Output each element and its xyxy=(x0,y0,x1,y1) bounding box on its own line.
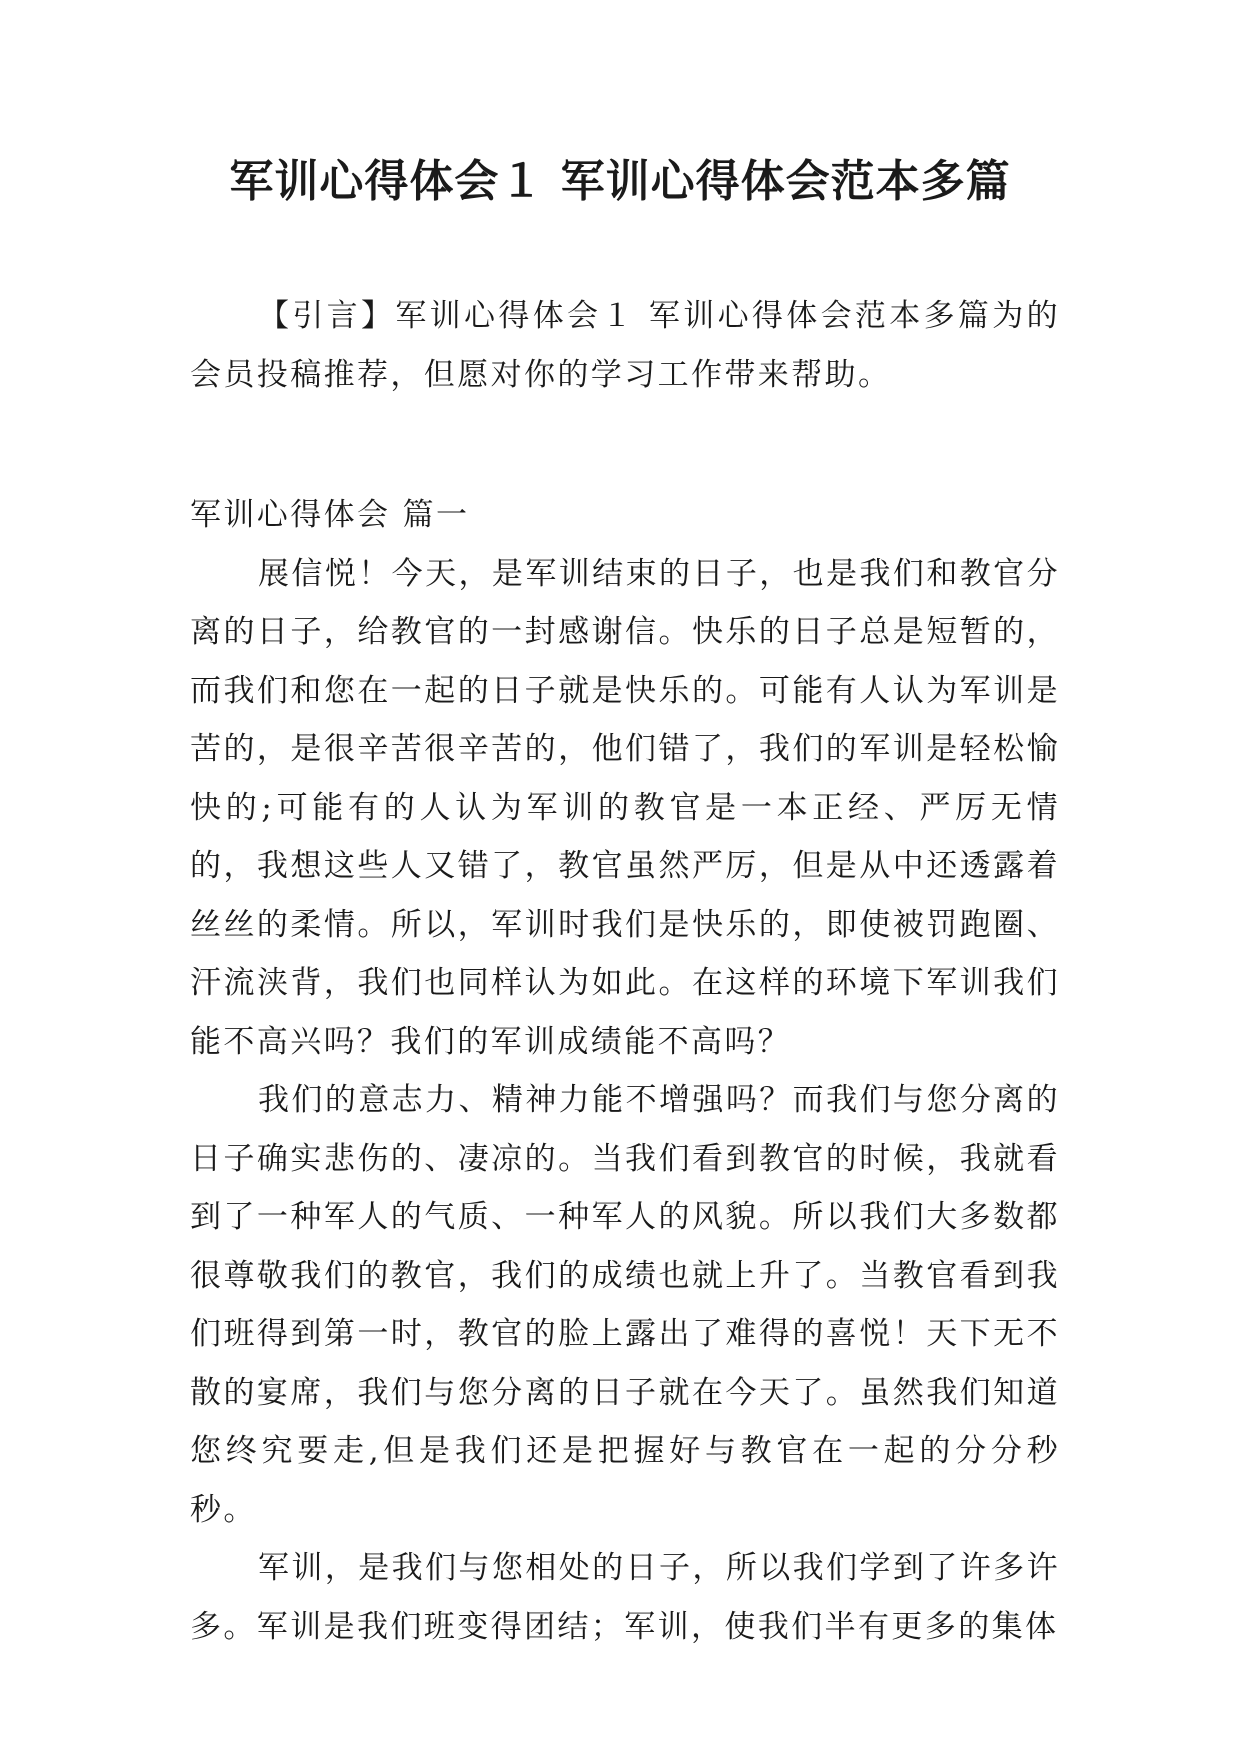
body-paragraph-2: 我们的意志力、精神力能不增强吗？而我们与您分离的日子确实悲伤的、凄凉的。当我们看到教官的时候，我就看到了一种军人的气质、一种军人的风貌。所以我们大多数都很尊敬我们的教官，我们的成绩也就上升了。当教官看到我们班得到第一时，教官的脸上露出了难得的喜悦！天下无不散的宴席，我们与您分离的日子就在今天了。虽然我们知道您终究要走,但是我们还是把握好与教官在一起的分分秒秒。 xyxy=(190,1082,1060,1528)
document-body xyxy=(190,287,1060,1656)
intro-paragraph: 【引言】军训心得体会１ 军训心得体会范本多篇为的会员投稿推荐，但愿对你的学习工作带来帮助。 xyxy=(190,298,1060,393)
body-paragraph-3: 军训，是我们与您相处的日子，所以我们学到了许多许多。军训是我们班变得团结；军训，使我们半有更多的集体 xyxy=(190,1550,1060,1645)
body-paragraph-1: 展信悦！今天，是军训结束的日子，也是我们和教官分离的日子，给教官的一封感谢信。快乐的日子总是短暂的，而我们和您在一起的日子就是快乐的。可能有人认为军训是苦的，是很辛苦很辛苦的，他们错了，我们的军训是轻松愉快的;可能有的人认为军训的教官是一本正经、严厉无情的，我想这些人又错了，教官虽然严厉，但是从中还透露着丝丝的柔情。所以，军训时我们是快乐的，即使被罚跑圈、汗流浃背，我们也同样认为如此。在这样的环境下军训我们能不高兴吗？我们的军训成绩能不高吗？ xyxy=(190,555,1060,1060)
section-heading: 军训心得体会 篇一 xyxy=(190,497,470,533)
section-1 xyxy=(190,486,1060,1656)
document-title: 军训心得体会１ 军训心得体会范本多篇 xyxy=(229,156,1011,207)
